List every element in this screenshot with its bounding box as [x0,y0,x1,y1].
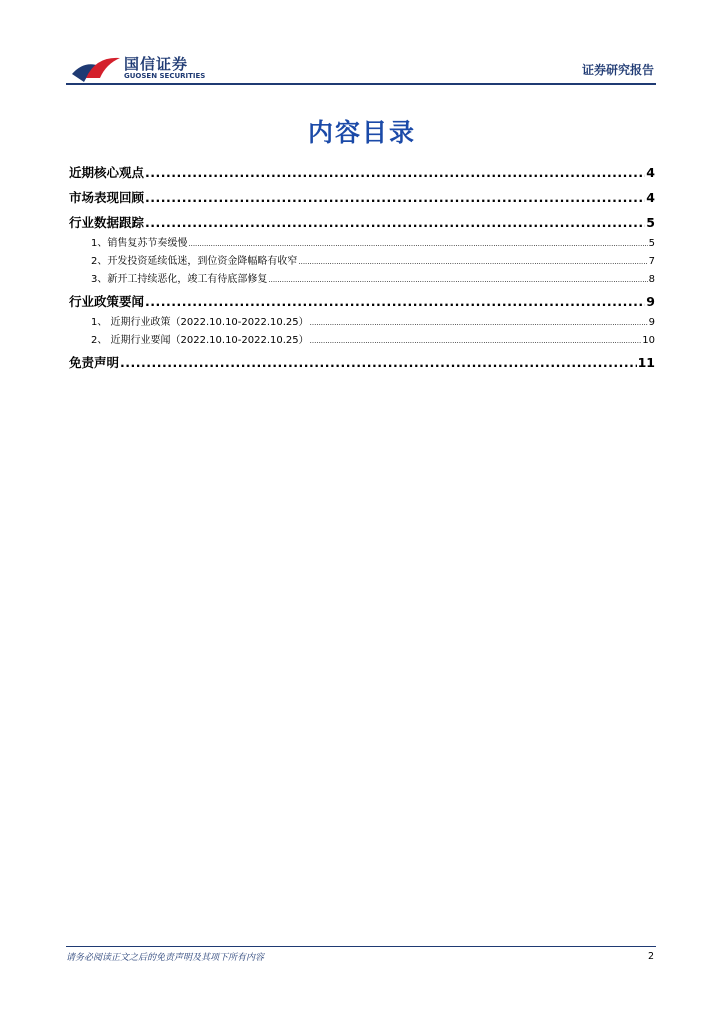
toc-entry-page: 9 [648,317,655,328]
guosen-logo-icon [70,52,122,84]
page-header [66,50,656,86]
toc-entry-page: 5 [646,215,655,230]
toc-entry-page: 7 [648,256,655,267]
toc-entry[interactable] [69,213,655,230]
toc-title: 内容目录 [307,118,416,147]
toc-leader-dots [145,294,645,309]
toc-entry-page: 9 [646,294,655,309]
toc-leader-dots [120,355,637,370]
logo-english-text: GUOSEN SECURITIES [124,72,206,80]
report-type-label: 证券研究报告 [581,63,654,77]
disclaimer-note: 请务必阅读正文之后的免责声明及其项下所有内容 [66,953,265,963]
toc-entry-label: 行业数据跟踪 [69,215,145,230]
toc-leader-dots [188,240,647,248]
toc-leader-dots [145,165,645,180]
toc-subentry[interactable] [69,252,655,266]
table-of-contents [69,155,655,370]
toc-subentry[interactable] [69,270,655,284]
toc-leader-dots [310,319,648,327]
toc-entry-label: 2、开发投资延续低迷，到位资金降幅略有收窄 [91,256,298,267]
toc-entry-page: 5 [648,238,655,249]
toc-entry-label: 1、 近期行业政策（2022.10.10-2022.10.25） [91,317,309,328]
toc-entry-page: 4 [646,165,655,180]
toc-entry-page: 10 [642,335,655,346]
toc-leader-dots [298,258,647,266]
toc-subentry[interactable] [69,234,655,248]
toc-subentry[interactable] [69,331,655,345]
toc-entry-label: 1、销售复苏节奏缓慢 [91,238,188,249]
guosen-logo [66,50,206,86]
toc-leader-dots [145,190,645,205]
header-divider [66,83,656,85]
toc-leader-dots [145,215,645,230]
toc-leader-dots [268,276,647,284]
toc-entry[interactable] [69,188,655,205]
toc-entry-label: 近期核心观点 [69,165,145,180]
toc-entry-page: 8 [648,274,655,285]
toc-entry[interactable] [69,353,655,370]
toc-entry[interactable] [69,292,655,309]
toc-entry-label: 市场表现回顾 [69,190,145,205]
toc-subentry[interactable] [69,313,655,327]
toc-entry[interactable] [69,163,655,180]
toc-entry-label: 行业政策要闻 [69,294,145,309]
toc-entry-label: 3、新开工持续恶化，竣工有待底部修复 [91,274,268,285]
page-number: 2 [647,951,654,962]
toc-entry-label: 2、 近期行业要闻（2022.10.10-2022.10.25） [91,335,309,346]
toc-leader-dots [310,337,642,345]
toc-entry-page: 4 [646,190,655,205]
footer-divider [66,946,656,947]
toc-entry-page: 11 [637,355,655,370]
toc-entry-label: 免责声明 [69,355,120,370]
logo-chinese-text: 国信证券 [124,55,189,73]
